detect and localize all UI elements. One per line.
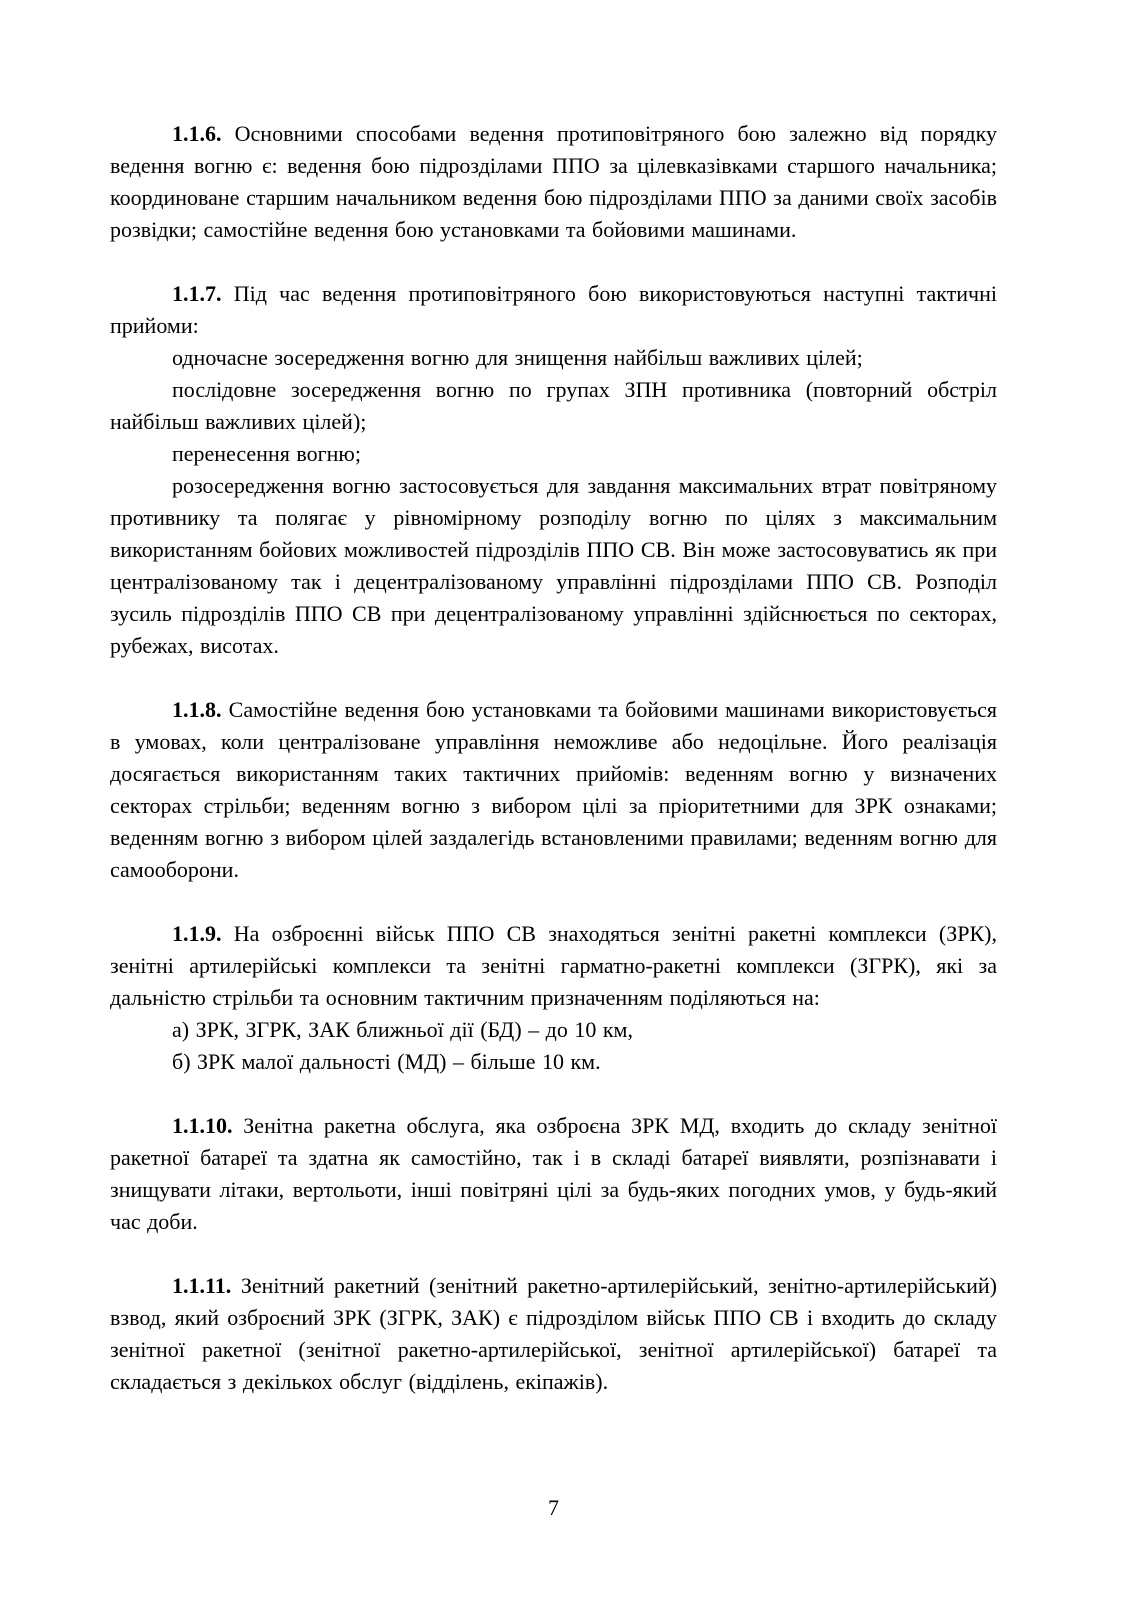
paragraph-text: послідовне зосередження вогню по групах ЗПН противника (повторний обстріл найбільш важливих цілей); [110, 377, 997, 434]
paragraph-text: б) ЗРК малої дальності (МД) – більше 10 км. [172, 1049, 601, 1074]
paragraph-number: 1.1.9. [172, 921, 222, 946]
paragraph-number: 1.1.10. [172, 1113, 233, 1138]
list-item-a [110, 1014, 997, 1046]
paragraph-text: розосередження вогню застосовується для завдання максимальних втрат повітряному противнику та полягає у рівномірному розподілу вогню по цілях з максимальним використанням бойових можливостей підрозділів ППО СВ. Він може застосовуватись як при централізованому так і децентралізованому управлінні підрозділами ППО СВ. Розподіл зусиль підрозділів ППО СВ при децентралізованому управлінні здійснюється по секторах, рубежах, висотах. [110, 473, 997, 658]
paragraph-text: перенесення вогню; [172, 441, 361, 466]
paragraph-text: Під час ведення протиповітряного бою використовуються наступні тактичні прийоми: [110, 281, 997, 338]
paragraph-number: 1.1.7. [172, 281, 222, 306]
list-item [110, 470, 997, 662]
paragraph-text: Основними способами ведення протиповітряного бою залежно від порядку ведення вогню є: ведення бою підрозділами ППО за цілевказівками старшого начальника; координоване старшим начальником ведення бою підрозділами ППО за даними своїх засобів розвідки; самостійне ведення бою установками та бойовими машинами. [110, 121, 998, 242]
paragraph-text: Зенітна ракетна обслуга, яка озброєна ЗРК МД, входить до складу зенітної ракетної батареї та здатна як самостійно, так і в складі батареї виявляти, розпізнавати і знищувати літаки, вертольоти, інші повітряні цілі за будь-яких погодних умов, у будь-який час доби. [110, 1113, 997, 1234]
paragraph-number: 1.1.8. [172, 697, 222, 722]
paragraph-1-1-6 [110, 118, 997, 246]
paragraph-text: Самостійне ведення бою установками та бойовими машинами використовується в умовах, коли централізоване управління неможливе або недоцільне. Його реалізація досягається використанням таких тактичних прийомів: веденням вогню у визначених секторах стрільби; веденням вогню з вибором цілі за пріоритетними для ЗРК ознаками; веденням вогню з вибором цілей заздалегідь встановленими правилами; веденням вогню для самооборони. [110, 697, 997, 882]
paragraph-text: Зенітний ракетний (зенітний ракетно-артилерійський, зенітно-артилерійський) взвод, який озброєний ЗРК (ЗГРК, ЗАК) є підрозділом військ ППО СВ і входить до складу зенітної ракетної (зенітної ракетно-артилерійської, зенітної артилерійської) батареї та складається з декількох обслуг (відділень, екіпажів). [110, 1273, 997, 1394]
list-item [110, 438, 997, 470]
list-item-b [110, 1046, 997, 1078]
paragraph-text: одночасне зосередження вогню для знищення найбільш важливих цілей; [172, 345, 863, 370]
paragraph-1-1-10 [110, 1110, 997, 1238]
list-item [110, 342, 997, 374]
paragraph-1-1-7 [110, 278, 997, 342]
document-content [110, 118, 997, 1398]
list-item [110, 374, 997, 438]
paragraph-number: 1.1.6. [172, 121, 222, 146]
paragraph-number: 1.1.11. [172, 1273, 232, 1298]
paragraph-text: а) ЗРК, ЗГРК, ЗАК ближньої дії (БД) – до 10 км, [172, 1017, 633, 1042]
paragraph-1-1-9 [110, 918, 997, 1014]
page-number: 7 [548, 1495, 559, 1520]
paragraph-text: На озброєнні військ ППО СВ знаходяться зенітні ракетні комплекси (ЗРК), зенітні артилерійські комплекси та зенітні гарматно-ракетні комплекси (ЗГРК), які за дальністю стрільби та основним тактичним призначенням поділяються на: [110, 921, 998, 1010]
paragraph-1-1-11 [110, 1270, 997, 1398]
paragraph-1-1-8 [110, 694, 997, 886]
